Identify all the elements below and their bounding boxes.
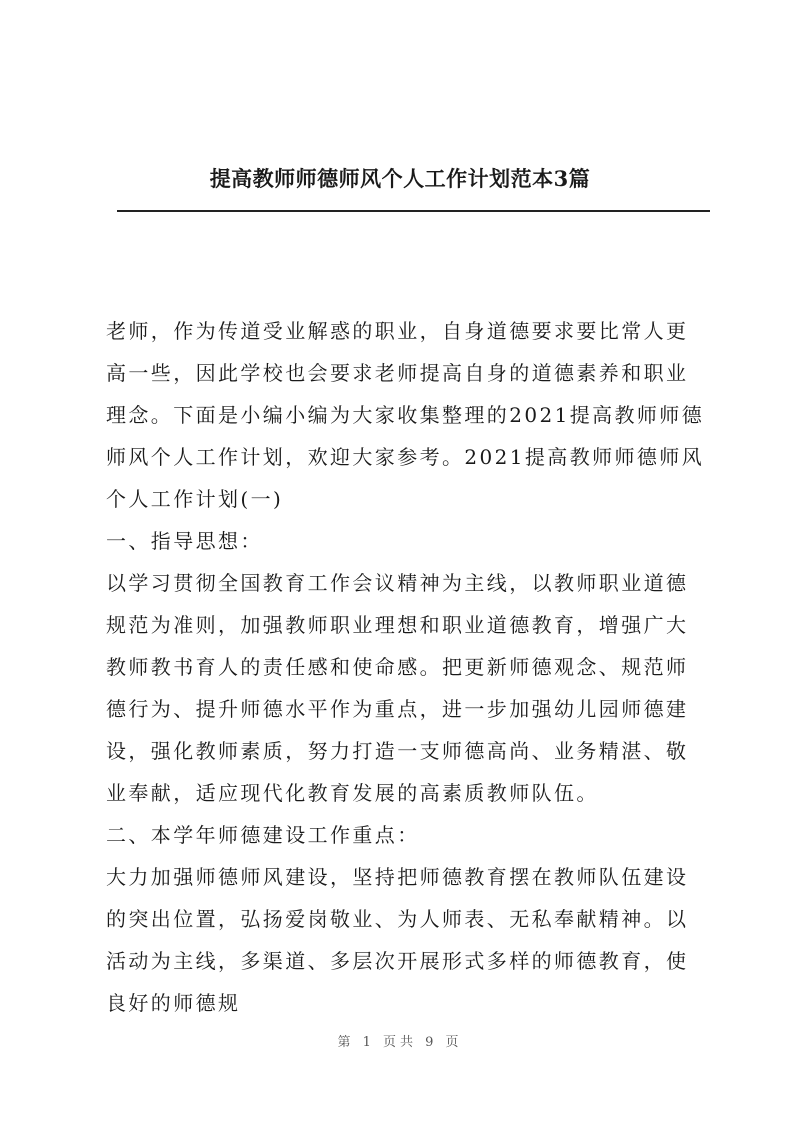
title-underline: [117, 210, 710, 212]
document-body: [106, 310, 706, 1024]
document-title: 提高教师师德师风个人工作计划范本3篇: [209, 166, 591, 191]
paragraph-intro: 老师，作为传道受业解惑的职业，自身道德要求要比常人更高一些，因此学校也会要求老师提高自身的道德素养和职业理念。下面是小编小编为大家收集整理的2021提高教师师德师风个人工作计划，欢迎大家参考。2021提高教师师德师风个人工作计划(一): [106, 319, 705, 511]
paragraph-work-focus: 大力加强师德师风建设，坚持把师德教育摆在教师队伍建设的突出位置，弘扬爱岗敬业、为人师表、无私奉献精神。以活动为主线，多渠道、多层次开展形式多样的师德教育，使良好的师德规: [106, 865, 689, 1015]
heading-work-focus: 二、本学年师德建设工作重点：: [106, 823, 420, 847]
paragraph-guiding-ideology: 以学习贯彻全国教育工作会议精神为主线，以教师职业道德规范为准则，加强教师职业理想和职业道德教育，增强广大教师教书育人的责任感和使命感。把更新师德观念、规范师德行为、提升师德水平作为重点，进一步加强幼儿园师德建设，强化教师素质，努力打造一支师德高尚、业务精湛、敬业奉献，适应现代化教育发展的高素质教师队伍。: [106, 571, 689, 805]
page-footer: 第 1 页共 9 页: [337, 1035, 463, 1050]
heading-guiding-ideology: 一、指导思想：: [106, 529, 263, 553]
